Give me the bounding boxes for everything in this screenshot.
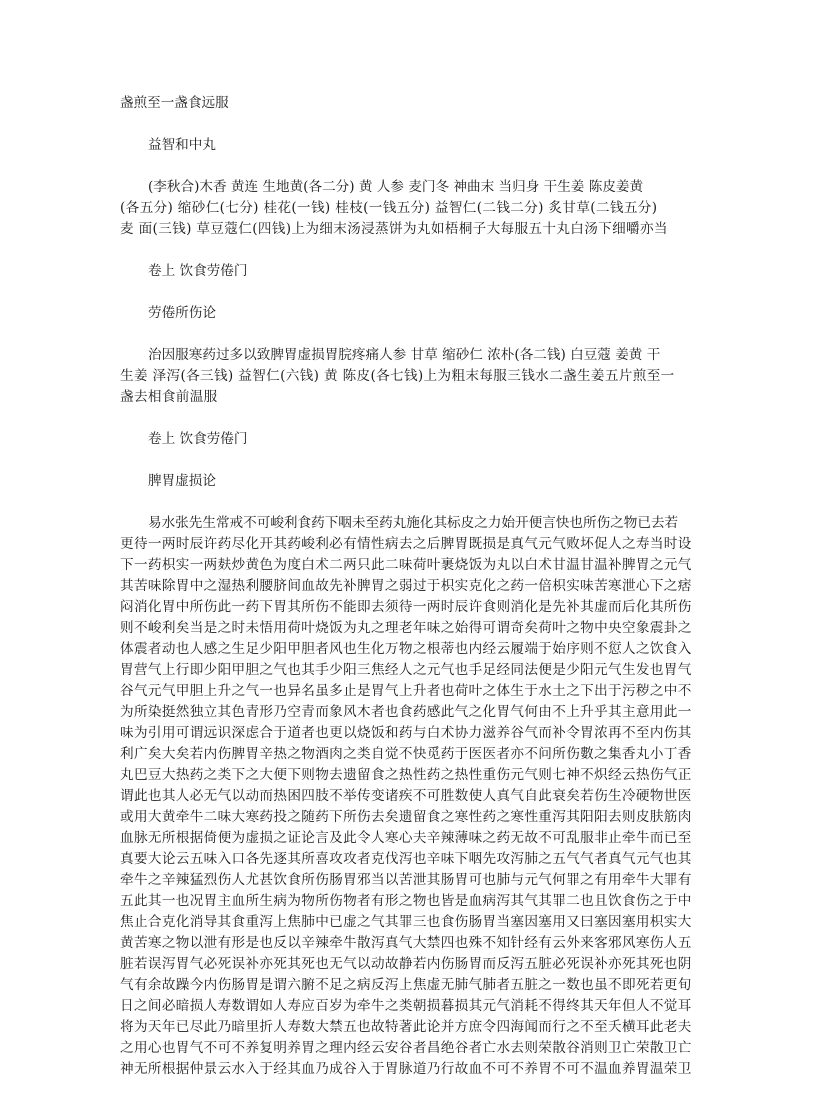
paragraph-line: 为所染挺然独立其色青形乃空青而象风木者也食药感此气之化胃气何由不上升乎其主意用此一 [120, 704, 692, 720]
paragraph-line: 利广矣大矣若内伤脾胃辛热之物酒肉之类自觉不快觅药于医医者亦不问所伤數之集香丸小丁香 [120, 746, 692, 762]
text-paragraph [120, 513, 698, 1080]
section-heading [120, 471, 698, 492]
paragraph-line: 则不峻利矣当是之时未悟用荷叶烧饭为丸之理老年味之始得可谓奇矣荷叶之物中央空象震卦之 [120, 620, 692, 636]
paragraph-line: 丸巴豆大热药之类下之大便下则物去遗留食之热性药之热性重伤元气则七神不炽经云热伤气正 [120, 767, 692, 783]
text-paragraph [120, 177, 698, 240]
paragraph-line: 麦 面(三钱) 草豆蔻仁(四钱)上为细末汤浸蒸饼为丸如梧桐子大每服五十丸白汤下细嚼亦当 [120, 221, 668, 237]
paragraph-line: 将为天年已尽此乃暗里折人寿数大禁五也故特著此论并方庶令四海闻而行之不至夭横耳此老夫 [120, 1019, 692, 1035]
paragraph-line: 五此其一也况胃主血所生病为物所伤物者有形之物也皆是血病泻其气其罪二也且饮食伤之于中 [120, 893, 692, 909]
section-heading [120, 429, 698, 450]
paragraph-line: 或用大黄牵牛二味大寒药投之随药下所伤去矣遗留食之寒性药之寒性重泻其阳阳去则皮肤筋肉 [120, 809, 692, 825]
section-heading [120, 261, 698, 282]
heading-text: 益智和中丸 [148, 137, 216, 153]
section-heading [120, 135, 698, 156]
paragraph-line: 神无所根据仲景云水入于经其血乃成谷入于胃脉道乃行故血不可不养胃不可不温血养胃温荣卫 [120, 1061, 692, 1077]
paragraph-line: 盏煎至一盏食远服 [120, 95, 229, 111]
heading-text: 卷上 饮食劳倦门 [148, 263, 248, 279]
paragraph-line: 闷消化胃中所伤此一药下胃其所伤不能即去须待一两时辰许食则消化是先补其虚而后化其所伤 [120, 599, 692, 615]
paragraph-line: 气有余故躁今内伤肠胃是谓六腑不足之病反泻上焦虚无肺气肺者五脏之一数也虽不即死若更旬 [120, 977, 692, 993]
paragraph-line: 下一药枳实一两麸炒黄色为度白术二两只此二味荷叶裹烧饭为丸以白术甘温甘温补脾胃之元气 [120, 557, 692, 573]
document-page [120, 93, 698, 1101]
section-heading [120, 303, 698, 324]
paragraph-line: 黄苦寒之物以泄有形是也反以辛辣牵牛散泻真气大禁四也殊不知针经有云外来客邪风寒伤人五 [120, 935, 692, 951]
paragraph-line: 日之间必暗损人寿数谓如人寿应百岁为牵牛之类朝损暮损其元气消耗不得终其天年但人不觉耳 [120, 998, 692, 1014]
paragraph-line: 盏去相食前温服 [120, 389, 218, 405]
paragraph-line: (李秋合)木香 黄连 生地黄(各二分) 黄 人参 麦门冬 神曲末 当归身 干生姜 陈皮姜黄 [148, 179, 644, 195]
paragraph-line: 谓此也其人必无气以动而热困四肢不举传变诸疾不可胜数使人真气自此衰矣若伤生冷硬物世医 [120, 788, 692, 804]
paragraph-line: 焦止合克化消导其食重泻上焦肺中已虚之气其罪三也食伤肠胃当塞因塞用又曰塞因塞用枳实大 [120, 914, 692, 930]
paragraph-line: 胃营气上行即少阳甲胆之气也其手少阳三焦经人之元气也手足经同法便是少阳元气生发也胃气 [120, 662, 692, 678]
text-paragraph [120, 345, 698, 408]
paragraph-line: 其苦味除胃中之湿热利腰脐间血故先补脾胃之弱过于枳实克化之药一倍枳实味苦寒泄心下之痞 [120, 578, 692, 594]
paragraph-line: 易水张先生常戒不可峻利食药下咽未至药丸施化其标皮之力始开便言快也所伤之物已去若 [148, 515, 679, 531]
paragraph-line: 牵牛之辛辣猛烈伤人尤甚饮食所伤肠胃邪当以苦泄其肠胃可也肺与元气何罪之有用牵牛大罪有 [120, 872, 692, 888]
paragraph-line: 脏若误泻胃气必死误补亦死其死也无气以动故静若内伤肠胃而反泻五脏必死误补亦死其死也阴 [120, 956, 692, 972]
paragraph-line: 体震者动也人感之生足少阳甲胆者风也生化万物之根蒂也内经云履端于始序则不愆人之饮食入 [120, 641, 692, 657]
paragraph-line: 生姜 泽泻(各三钱) 益智仁(六钱) 黄 陈皮(各七钱)上为粗末每服三钱水二盏生姜五片煎至一 [120, 368, 675, 384]
paragraph-line: 真要大论云五味入口各先逐其所喜攻攻者克伐泻也辛味下咽先攻泻肺之五气气者真气元气也其 [120, 851, 692, 867]
paragraph-line: 味为引用可谓远识深虑合于道者也更以烧饭和药与白术协力滋养谷气而补令胃浓再不至内伤其 [120, 725, 692, 741]
paragraph-line: 血脉无所根据倚便为虚损之证论言及此令人寒心夫辛辣薄味之药无故不可乱服非止牵牛而已至 [120, 830, 692, 846]
paragraph-line: 之用心也胃气不可不养复明养胃之理内经云安谷者昌绝谷者亡水去则荣散谷消则卫亡荣散卫亡 [120, 1040, 692, 1056]
paragraph-line: 更待一两时辰许药尽化开其药峻利必有情性病去之后脾胃既损是真气元气败坏促人之寿当时设 [120, 536, 692, 552]
heading-text: 卷上 饮食劳倦门 [148, 431, 248, 447]
heading-text: 劳倦所伤论 [148, 305, 216, 321]
heading-text: 脾胃虚损论 [148, 473, 216, 489]
paragraph-line: 谷气元气甲胆上升之气一也异名虽多止是胃气上升者也荷叶之体生于水土之下出于污秽之中不 [120, 683, 692, 699]
paragraph-line: (各五分) 缩砂仁(七分) 桂花(一钱) 桂枝(一钱五分) 益智仁(二钱二分) 炙甘草(二钱五分) [120, 200, 658, 216]
paragraph-line: 治因服寒药过多以致脾胃虚损胃脘疼痛人参 甘草 缩砂仁 浓朴(各二钱) 白豆蔻 姜黄 干 [148, 347, 661, 363]
text-paragraph [120, 93, 698, 114]
